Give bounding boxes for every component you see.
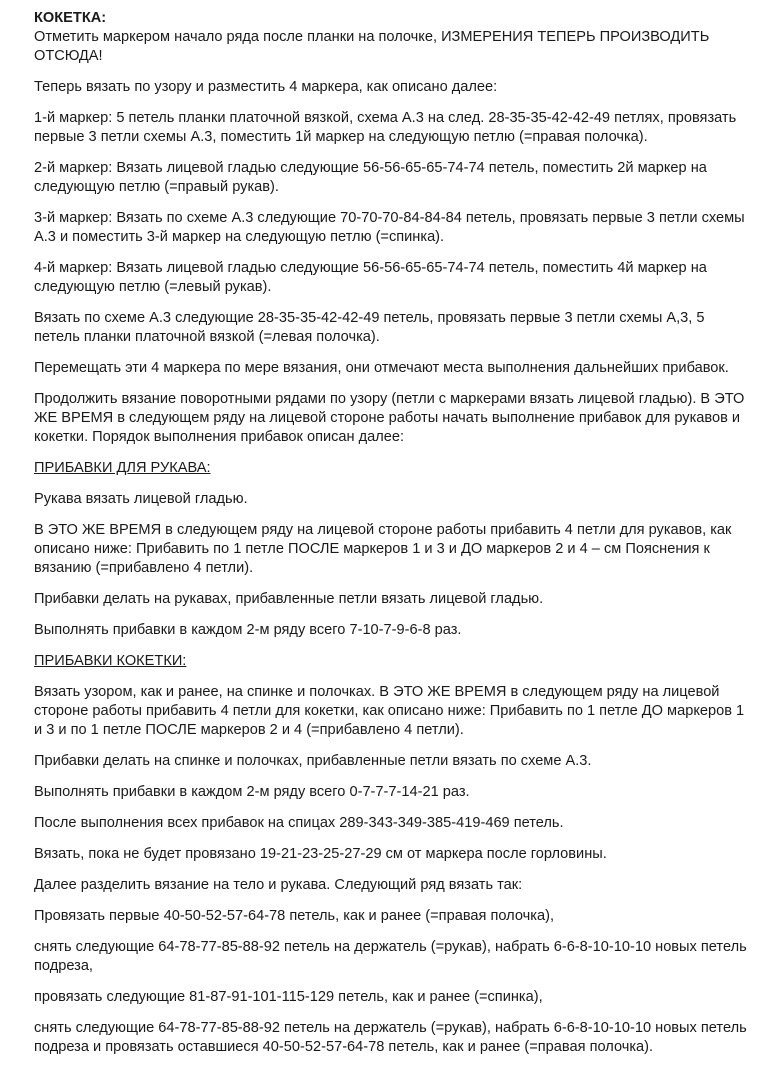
paragraph: снять следующие 64-78-77-85-88-92 петель на держатель (=рукав), набрать 6-6-8-10-10-10 новых петель подреза и провязать оставшиеся 40-50-52-57-64-78 петель, как и ранее (=правая полочка). [34,1020,747,1055]
paragraph: Выполнять прибавки в каждом 2-м ряду всего 7-10-7-9-6-8 раз. [34,622,462,638]
yoke-increases-heading: ПРИБАВКИ КОКЕТКИ: [34,653,187,669]
paragraph: провязать следующие 81-87-91-101-115-129 петель, как и ранее (=спинка), [34,989,543,1005]
paragraph: Далее разделить вязание на тело и рукава. Следующий ряд вязать так: [34,877,523,893]
paragraph: Перемещать эти 4 маркера по мере вязания, они отмечают места выполнения дальнейших прибавок. [34,360,729,376]
paragraph: В ЭТО ЖЕ ВРЕМЯ в следующем ряду на лицевой стороне работы прибавить 4 петли для рукавов, как описано ниже: Прибавить по 1 петле ПОСЛЕ маркеров 1 и 3 и ДО маркеров 2 и 4 – см Пояснения к вязанию (=прибавлено 4 петли). [34,522,732,576]
paragraph: Выполнять прибавки в каждом 2-м ряду всего 0-7-7-7-14-21 раз. [34,784,470,800]
paragraph-marker-3: 3-й маркер: Вязать по схеме А.3 следующие 70-70-70-84-84-84 петель, провязать первые 3 петли схемы А.3 и поместить 3-й маркер на следующую петлю (=спинка). [34,210,745,245]
section-title: КОКЕТКА: [34,10,107,26]
paragraph: Рукава вязать лицевой гладью. [34,491,248,507]
paragraph: Прибавки делать на спинке и полочках, прибавленные петли вязать по схеме А.3. [34,753,592,769]
paragraph: После выполнения всех прибавок на спицах 289-343-349-385-419-469 петель. [34,815,564,831]
paragraph: Провязать первые 40-50-52-57-64-78 петель, как и ранее (=правая полочка), [34,908,554,924]
paragraph: Теперь вязать по узору и разместить 4 маркера, как описано далее: [34,79,498,95]
paragraph: Вязать узором, как и ранее, на спинке и полочках. В ЭТО ЖЕ ВРЕМЯ в следующем ряду на лицевой стороне работы прибавить 4 петли для кокетки, как описано ниже: Прибавить по 1 петле ДО маркеров 1 и 3 и по 1 петле ПОСЛЕ маркеров 2 и 4 (=прибавлено 4 петли). [34,684,745,738]
paragraph: Прибавки делать на рукавах, прибавленные петли вязать лицевой гладью. [34,591,544,607]
paragraph: Продолжить вязание поворотными рядами по узору (петли с маркерами вязать лицевой гладью). В ЭТО ЖЕ ВРЕМЯ в следующем ряду на лицевой стороне работы начать выполнение прибавок для рукавов и кокетки. Порядок выполнения прибавок описан далее: [34,391,745,445]
paragraph-marker-4: 4-й маркер: Вязать лицевой гладью следующие 56-56-65-65-74-74 петель, поместить 4й маркер на следующую петлю (=левый рукав). [34,260,707,295]
paragraph-marker-1: 1-й маркер: 5 петель планки платочной вязкой, схема А.3 на след. 28-35-35-42-42-49 петлях, провязать первые 3 петли схемы А.3, поместить 1й маркер на следующую петлю (=правая полочка). [34,110,737,145]
sleeve-increases-heading: ПРИБАВКИ ДЛЯ РУКАВА: [34,460,211,476]
paragraph: снять следующие 64-78-77-85-88-92 петель на держатель (=рукав), набрать 6-6-8-10-10-10 новых петель подреза, [34,939,747,974]
paragraph: Вязать по схеме А.3 следующие 28-35-35-42-42-49 петель, провязать первые 3 петли схемы А,3, 5 петель планки платочной вязкой (=левая полочка). [34,310,705,345]
paragraph: Вязать, пока не будет провязано 19-21-23-25-27-29 см от маркера после горловины. [34,846,607,862]
intro-paragraph: Отметить маркером начало ряда после планки на полочке, ИЗМЕРЕНИЯ ТЕПЕРЬ ПРОИЗВОДИТЬ ОТСЮДА! [34,29,710,64]
paragraph-marker-2: 2-й маркер: Вязать лицевой гладью следующие 56-56-65-65-74-74 петель, поместить 2й маркер на следующую петлю (=правый рукав). [34,160,707,195]
document-page [34,9,749,1057]
